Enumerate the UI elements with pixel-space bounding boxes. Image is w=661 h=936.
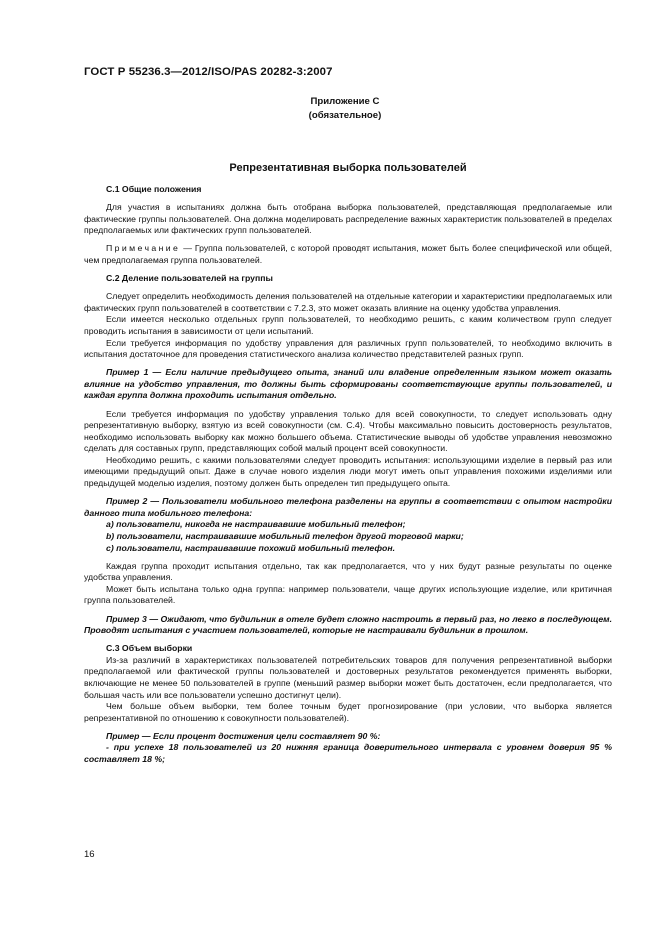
paragraph: Если требуется информация по удобству управления только для всей совокупности, то следует использовать одну репрезентативную выборку, взятую из всей совокупности (см. С.4). Чтобы максимально повысить достоверность результатов, необходимо использовать выборку как можно большего объема. Статистические выводы об удобстве управления невозможно сделать для составных групп, представляющих собой малый процент всей совокупности. [84,408,612,454]
paragraph: Необходимо решить, с какими пользователями следует проводить испытания: использующими изделие в первый раз или имеющими предыдущий опыт. Даже в случае нового изделия люди могут иметь опыт управления похожими изделиями или предыдущей моделью изделия, поэтому должен быть определен тип предыдущего опыта. [84,454,612,489]
document-body [84,184,612,766]
paragraph: Из-за различий в характеристиках пользователей потребительских товаров для получения репрезентативной выборки предполагаемой или фактической группы пользователей и достоверных результатов рекомендуется применять выборки, включающие не менее 50 пользователей в группе (меньший размер выборки может быть достаточен, если предполагается, что большая часть или все пользователи успешно достигнут цели). [84,654,612,700]
annex-heading [0,95,661,123]
example-c3: Пример — Если процент достижения цели составляет 90 %: [106,730,381,741]
note-label: Примечание [106,243,181,254]
paragraph: Может быть испытана только одна группа: например пользователи, чаще других использующие изделие, или критичная группа пользователей. [84,583,612,606]
example-3: Пример 3 — Ожидают, что будильник в отеле будет сложно настроить в первый раз, но легко в последующем. Проводят испытания с участием пользователей, которые не настраивали будильник в прошлом. [84,613,612,636]
section-heading-c1: С.1 Общие положения [106,184,202,194]
main-title: Репрезентативная выборка пользователей [229,162,467,174]
example-c3-item: - при успехе 18 пользователей из 20 нижняя граница доверительного интервала с уровнем доверия 95 % составляет 18 %; [84,742,612,765]
page-number: 16 [84,849,95,860]
document-header: ГОСТ Р 55236.3—2012/ISO/PAS 20282-3:2007 [84,66,333,78]
example-2: Пример 2 — Пользователи мобильного телефона разделены на группы в соответствии с опытом настройки данного типа мобильного телефона: [84,496,612,518]
example-2-item-b: b) пользователи, настраивавшие мобильный телефон другой торговой марки; [106,530,464,541]
section-heading-c3: С.3 Объем выборки [106,643,193,654]
paragraph: Чем больше объем выборки, тем более точным будет прогнозирование (при условии, что выборка является репрезентативной по отношению к совокупности пользователей). [84,701,612,723]
paragraph: Если требуется информация по удобству управления для различных групп пользователей, то необходимо включить в испытания достаточное для проведения статистического анализа количество представителей разных групп. [84,337,612,360]
annex-status: (обязательное) [308,110,382,121]
paragraph: Для участия в испытаниях должна быть отобрана выборка пользователей, представляющая предполагаемые или фактические группы пользователей. Она должна моделировать распределение важных характеристик пользователей в пределах предполагаемых или фактических групп пользователей. [84,202,612,236]
section-heading-c2: С.2 Деление пользователей на группы [106,273,273,284]
annex-title: Приложение С [310,96,380,107]
example-2-item-a: a) пользователи, никогда не настраивавшие мобильный телефон; [106,519,406,530]
paragraph: Каждая группа проходит испытания отдельно, так как предполагается, что у них будут разные результаты по оценке удобства управления. [84,560,612,583]
note-text: — Группа пользователей, с которой проводят испытания, может быть более специфической или общей, чем предполагаемая группа пользователей. [84,243,612,265]
example-2-item-c: c) пользователи, настраивавшие похожий мобильный телефон. [106,542,395,553]
paragraph: Следует определить необходимость деления пользователей на отдельные категории и характеристики предполагаемых или фактических групп пользователей в соответствии с 7.2.3, это может оказать влияние на оценку удобства управления. [84,291,612,313]
example-1: Пример 1 — Если наличие предыдущего опыта, знаний или владение определенным языком может оказать влияние на удобство управления, то должны быть сформированы соответствующие группы пользователей, и каждая группа должна проходить испытания отдельно. [84,367,612,401]
note [84,243,612,266]
paragraph: Если имеется несколько отдельных групп пользователей, то необходимо решить, с каким количеством групп следует проводить испытания в зависимости от цели испытаний. [84,314,612,336]
